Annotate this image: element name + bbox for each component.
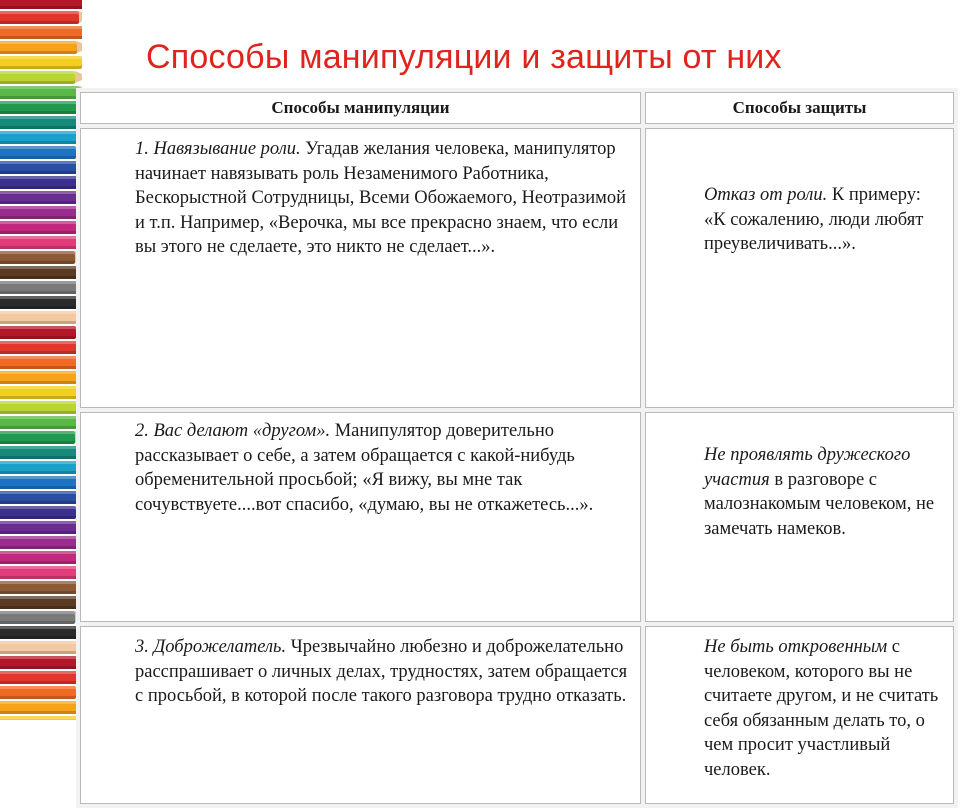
pencil bbox=[0, 176, 82, 189]
pencil bbox=[0, 551, 79, 564]
manipulation-lead: 2. Вас делают «другом». bbox=[135, 421, 331, 441]
pencil bbox=[0, 41, 77, 54]
pencil bbox=[0, 416, 82, 429]
pencil bbox=[0, 626, 80, 639]
table-row bbox=[80, 128, 954, 408]
table-row bbox=[80, 412, 954, 622]
pencil bbox=[0, 566, 82, 579]
pencil bbox=[0, 86, 80, 99]
protection-cell bbox=[645, 128, 954, 408]
pencil bbox=[0, 281, 82, 294]
pencil bbox=[0, 341, 81, 354]
protection-lead: Не быть откровенным bbox=[704, 637, 888, 657]
pencil bbox=[0, 146, 76, 159]
pencil bbox=[0, 521, 81, 534]
pencil bbox=[0, 296, 78, 309]
pencil bbox=[0, 131, 82, 144]
pencil bbox=[0, 191, 79, 204]
pencil bbox=[0, 116, 78, 129]
pencil bbox=[0, 386, 82, 399]
pencil bbox=[0, 56, 82, 69]
pencil bbox=[0, 251, 75, 264]
manipulation-cell bbox=[80, 128, 641, 408]
pencil bbox=[0, 581, 77, 594]
pencil bbox=[0, 0, 82, 9]
table-row bbox=[80, 626, 954, 804]
pencil bbox=[0, 371, 79, 384]
manipulation-lead: 3. Доброжелатель. bbox=[135, 637, 287, 657]
pencil bbox=[0, 206, 82, 219]
protection-text: К примеру: «К сожалению, люди любят преувеличивать...». bbox=[704, 185, 924, 254]
pencil bbox=[0, 101, 82, 114]
pencil-decoration bbox=[0, 0, 82, 720]
pencil bbox=[0, 461, 82, 474]
pencil bbox=[0, 326, 76, 339]
pencil bbox=[0, 161, 81, 174]
manipulation-table bbox=[76, 88, 958, 808]
table-header-row bbox=[80, 92, 954, 124]
protection-lead: Не проявлять дружеского участия bbox=[704, 445, 911, 490]
pencil bbox=[0, 701, 81, 714]
pencil bbox=[0, 221, 77, 234]
protection-lead: Отказ от роли. bbox=[704, 185, 828, 205]
pencil bbox=[0, 491, 82, 504]
protection-text: с человеком, которого вы не считаете другом, и не считать себя обязанным делать то, о чем просит участливый человек. bbox=[704, 637, 939, 780]
protection-cell bbox=[645, 412, 954, 622]
protection-text: в разговоре с малознакомым человеком, не замечать намеков. bbox=[704, 469, 935, 539]
pencil bbox=[0, 596, 82, 609]
pencil bbox=[0, 266, 80, 279]
pencil bbox=[0, 431, 75, 444]
manipulation-text: Угадав желания человека, манипулятор начинает навязывать роль Незаменимого Работника, Бескорыстной Сотрудницы, Всеми Обожаемого, Неотразимой и т.п. Например, «Верочка, мы все прекрасно знаем, что если вы этого не сделаете, это никто не сделает...». bbox=[135, 139, 626, 257]
pencil bbox=[0, 641, 82, 654]
pencil bbox=[0, 446, 80, 459]
pencil bbox=[0, 476, 78, 489]
pencil bbox=[0, 26, 82, 39]
slide-title: Способы манипуляции и защиты от них bbox=[146, 38, 782, 76]
manipulation-cell bbox=[80, 626, 641, 804]
header-protection: Способы защиты bbox=[645, 92, 954, 124]
manipulation-text: Манипулятор доверительно рассказывает о себе, а затем обращается с какой-нибудь обременительной просьбой; «Я вижу, вы мне так сочувствуете....вот спасибо, «думаю, вы не откажетесь...». bbox=[135, 421, 594, 515]
protection-cell bbox=[645, 626, 954, 804]
pencil bbox=[0, 611, 75, 624]
pencil bbox=[0, 236, 82, 249]
manipulation-cell bbox=[80, 412, 641, 622]
pencil bbox=[0, 716, 82, 720]
pencil bbox=[0, 71, 75, 84]
header-manipulation: Способы манипуляции bbox=[80, 92, 641, 124]
pencil bbox=[0, 536, 82, 549]
pencil bbox=[0, 356, 82, 369]
pencil bbox=[0, 656, 78, 669]
manipulation-text: Чрезвычайно любезно и доброжелательно расспрашивает о личных делах, трудностях, затем обращается с просьбой, в которой после такого разговора трудно отказать. bbox=[135, 637, 628, 706]
pencil bbox=[0, 401, 77, 414]
pencil bbox=[0, 686, 76, 699]
manipulation-lead: 1. Навязывание роли. bbox=[135, 139, 301, 159]
pencil bbox=[0, 671, 82, 684]
pencil bbox=[0, 11, 79, 24]
pencil bbox=[0, 506, 76, 519]
pencil bbox=[0, 311, 82, 324]
